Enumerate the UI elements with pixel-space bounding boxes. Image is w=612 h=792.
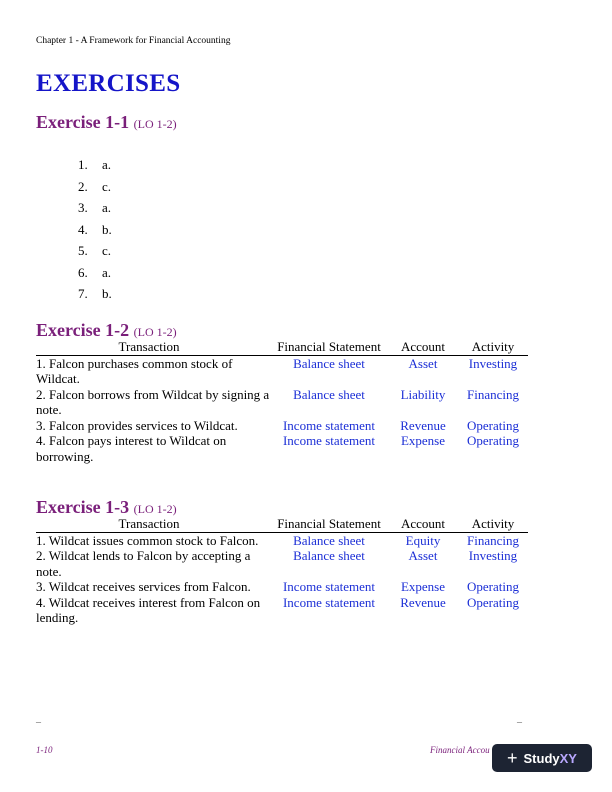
col-activity-cell: Financing [467, 386, 519, 402]
col-financial-statement-cell: Balance sheet [293, 548, 365, 563]
col-financial-statement-cell: Income statement [282, 417, 376, 433]
footer-book-title: Financial Accou [430, 745, 490, 755]
exercise-1-2-heading [36, 320, 177, 341]
col-account-cell: Asset [408, 355, 438, 371]
table-row [36, 356, 528, 387]
col-transaction-cell: 1. Wildcat issues common stock to Falcon. [36, 532, 259, 548]
badge-text-accent: XY [559, 750, 577, 766]
col-account-cell: Revenue [400, 417, 446, 433]
col-financial-statement-cell: Balance sheet [293, 386, 365, 402]
col-transaction-cell: 4. Wildcat receives interest from Falcon on lending. [36, 594, 261, 625]
footer-dash-left: – [36, 717, 41, 728]
col-activity-cell: Investing [468, 355, 518, 371]
col-activity-cell: Operating [467, 433, 519, 448]
col-financial-statement-cell: Income statement [282, 433, 376, 448]
col-activity-cell: Financing [467, 532, 519, 548]
col-financial-statement-header: Financial Statement [277, 339, 381, 354]
col-transaction-header: Transaction [118, 516, 180, 531]
exercise-1-1-answers [78, 154, 112, 305]
col-financial-statement-cell: Balance sheet [293, 532, 365, 548]
col-activity-cell: Operating [467, 417, 519, 433]
exercise-1-3-heading [36, 497, 177, 518]
col-transaction-cell: 3. Falcon provides services to Wildcat. [36, 417, 238, 433]
table-row [36, 387, 528, 418]
answer-choice: c. [102, 178, 112, 194]
exercise-heading-text: Exercise 1-2 [36, 320, 130, 340]
col-transaction-cell: 1. Falcon purchases common stock of Wildcat. [36, 355, 233, 386]
col-account-cell: Revenue [400, 594, 446, 610]
answer-choice: c. [102, 243, 112, 258]
col-transaction-header: Transaction [118, 339, 180, 354]
col-activity-header: Activity [471, 339, 515, 354]
col-account-cell: Asset [408, 548, 438, 563]
col-account-cell: Expense [400, 433, 446, 448]
answer-number: 5. [78, 243, 88, 258]
answer-item [78, 176, 112, 198]
exercise-1-1-heading [36, 112, 177, 133]
col-activity-cell: Operating [467, 579, 519, 594]
table-row [36, 548, 528, 579]
plus-icon: + [507, 747, 518, 768]
col-financial-statement-cell: Income statement [282, 594, 376, 610]
answer-number: 4. [78, 221, 88, 237]
table-header [36, 339, 528, 356]
table-row [36, 433, 528, 464]
answer-item [78, 154, 112, 176]
col-account-cell: Expense [400, 579, 446, 594]
exercise-1-2-table [36, 339, 528, 464]
col-transaction-cell: 3. Wildcat receives services from Falcon. [36, 579, 251, 594]
answer-item [78, 283, 112, 305]
page-header: Chapter 1 - A Framework for Financial Accounting [36, 36, 231, 46]
page-number: 1-10 [36, 745, 53, 755]
answer-choice: a. [102, 200, 112, 215]
exercise-heading-text: Exercise 1-3 [36, 497, 130, 517]
answer-item [78, 197, 112, 219]
answer-number: 7. [78, 286, 88, 301]
col-financial-statement-cell: Income statement [282, 579, 376, 594]
answer-choice: a. [102, 157, 112, 172]
col-financial-statement-cell: Balance sheet [293, 355, 365, 371]
table-row [36, 418, 528, 434]
table-row [36, 533, 528, 549]
answer-number: 1. [78, 157, 88, 172]
learning-objective: (LO 1-2) [133, 117, 177, 131]
table-header [36, 516, 528, 533]
col-transaction-cell: 2. Wildcat lends to Falcon by accepting a note. [36, 548, 251, 579]
col-activity-header: Activity [471, 516, 515, 531]
answer-choice: b. [102, 221, 112, 237]
col-account-cell: Equity [405, 532, 441, 548]
answer-choice: a. [102, 264, 112, 280]
col-account-header: Account [400, 339, 446, 354]
answer-item [78, 219, 112, 241]
col-activity-cell: Operating [467, 594, 519, 610]
page-title: EXERCISES [36, 70, 181, 97]
answer-number: 3. [78, 200, 88, 215]
answer-number: 2. [78, 178, 88, 194]
col-activity-cell: Investing [468, 548, 518, 563]
table-row [36, 579, 528, 595]
col-account-header: Account [400, 516, 446, 531]
answer-item [78, 240, 112, 262]
col-transaction-cell: 4. Falcon pays interest to Wildcat on borrowing. [36, 433, 227, 464]
badge-text-main: Study [523, 750, 560, 766]
col-account-cell: Liability [400, 386, 446, 402]
exercise-heading-text: Exercise 1-1 [36, 112, 130, 132]
learning-objective: (LO 1-2) [133, 502, 177, 516]
answer-item [78, 262, 112, 284]
table-row [36, 595, 528, 626]
footer-dash-right: – [517, 717, 522, 728]
col-financial-statement-header: Financial Statement [277, 516, 381, 531]
answer-number: 6. [78, 264, 88, 280]
col-transaction-cell: 2. Falcon borrows from Wildcat by signing a note. [36, 386, 270, 417]
exercise-1-3-table [36, 516, 528, 626]
studyxy-badge[interactable] [492, 744, 592, 772]
answer-choice: b. [102, 286, 112, 301]
learning-objective: (LO 1-2) [133, 325, 177, 339]
